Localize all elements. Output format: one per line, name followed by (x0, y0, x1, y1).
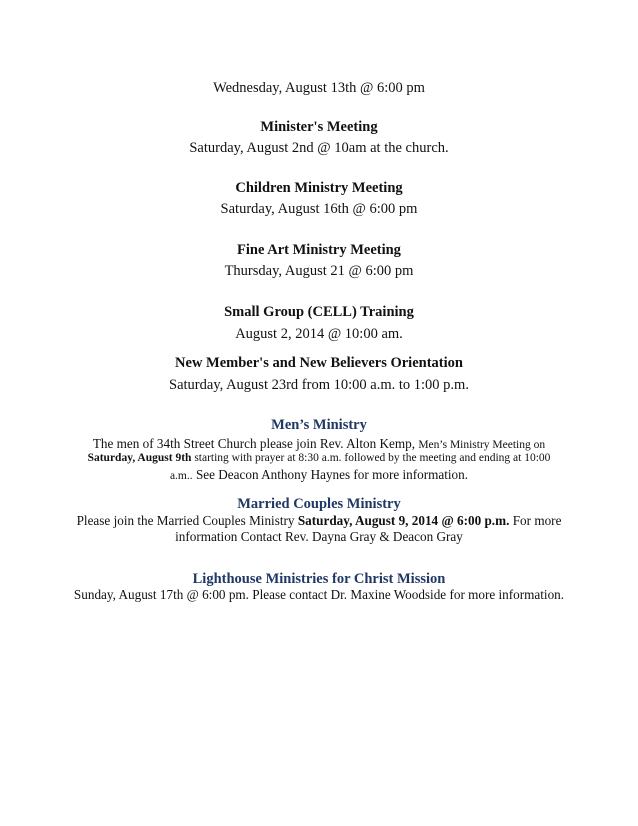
event-detail-ministers: Saturday, August 2nd @ 10am at the church. (189, 140, 449, 156)
event-detail-orientation: Saturday, August 23rd from 10:00 a.m. to 1:00 p.m. (169, 377, 469, 393)
married-couples-line-1 (0, 514, 638, 527)
married-couples-date: Saturday, August 9, 2014 @ 6:00 p.m. (297, 513, 510, 528)
event-title-small-group: Small Group (CELL) Training (224, 304, 414, 320)
lighthouse-detail: Sunday, August 17th @ 6:00 pm. Please contact Dr. Maxine Woodside for more information. (73, 587, 565, 602)
event-detail-fine-art: Thursday, August 21 @ 6:00 pm (224, 263, 414, 279)
married-couples-line-1a: Please join the Married Couples Ministry (76, 513, 298, 528)
mens-ministry-title: Men’s Ministry (271, 417, 367, 433)
married-couples-line-1b: For more (509, 513, 562, 528)
married-couples-line-2: information Contact Rev. Dayna Gray & Deacon Gray (175, 529, 463, 544)
mens-ministry-line-3b: See Deacon Anthony Haynes for more information. (192, 467, 469, 482)
mens-ministry-line-1a: The men of 34th Street Church please join Rev. Alton Kemp, (92, 436, 419, 451)
mens-ministry-line-1b: Men’s Ministry Meeting on (418, 439, 546, 451)
event-detail-children: Saturday, August 16th @ 6:00 pm (220, 201, 418, 217)
event-title-children: Children Ministry Meeting (235, 180, 403, 196)
event-title-orientation: New Member's and New Believers Orientation (175, 355, 463, 371)
lighthouse-title: Lighthouse Ministries for Christ Mission (192, 571, 446, 587)
mens-ministry-line-2-rest: starting with prayer at 8:30 a.m. followed by the meeting and ending at 10:00 (191, 452, 551, 464)
mens-ministry-date: Saturday, August 9th (87, 452, 192, 464)
mens-ministry-line-3 (0, 467, 638, 483)
mens-ministry-line-1 (0, 436, 638, 452)
top-event: Wednesday, August 13th @ 6:00 pm (213, 80, 425, 96)
event-detail-small-group: August 2, 2014 @ 10:00 am. (235, 326, 403, 342)
event-title-ministers: Minister's Meeting (260, 119, 378, 135)
married-couples-title: Married Couples Ministry (237, 496, 401, 512)
mens-ministry-line-3a: a.m.. (169, 470, 193, 482)
mens-ministry-line-2 (0, 453, 638, 465)
event-title-fine-art: Fine Art Ministry Meeting (237, 242, 401, 258)
